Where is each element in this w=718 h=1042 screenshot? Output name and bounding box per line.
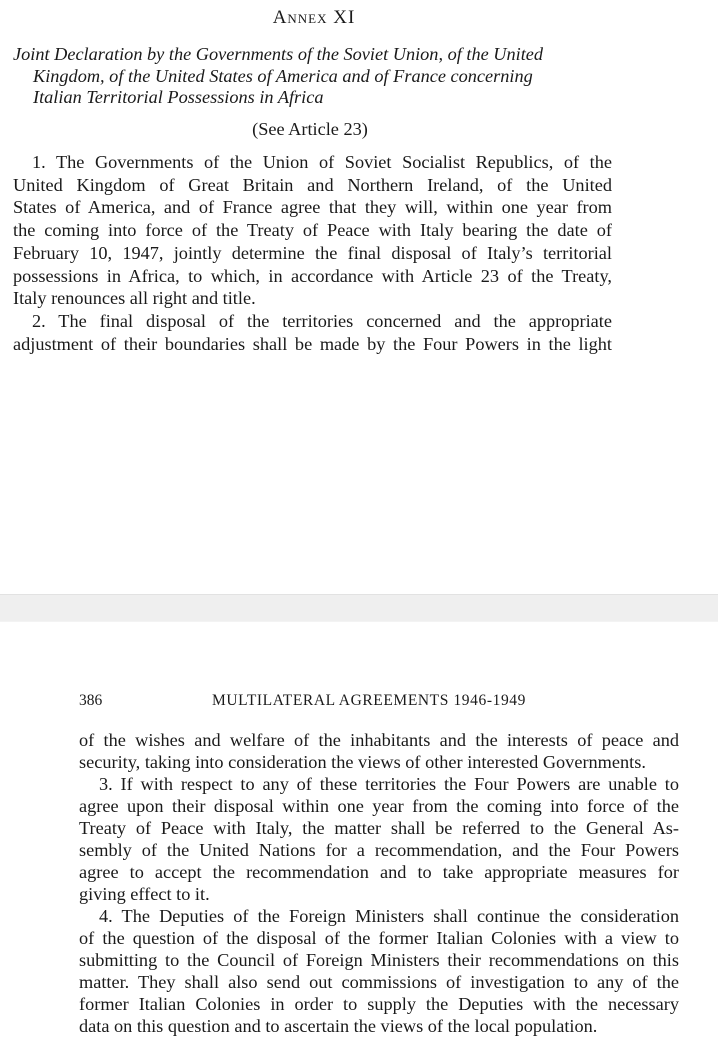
paragraph-1-line: 1. The Governments of the Union of Soviet Socialist Republics, of the [32, 152, 612, 172]
paragraph-3-line: agree upon their disposal within one year from the coming into force of the [79, 796, 679, 816]
paragraph-1-line: Italy renounces all right and title. [13, 288, 256, 309]
paragraph-4-line: submitting to the Council of Foreign Ministers their recommendations on this [79, 950, 679, 970]
paragraph-4-line: data on this question and to ascertain the views of the local population. [79, 1016, 598, 1036]
see-article-note: (See Article 23) [252, 119, 368, 139]
paragraph-2-line: security, taking into consideration the views of other interested Governments. [79, 752, 646, 772]
declaration-title [13, 44, 623, 109]
paragraph-4-line: matter. They shall also send out commissions of investigation to any of the [79, 972, 679, 992]
paragraph-1-line: February 10, 1947, jointly determine the final disposal of Italy’s territorial [13, 242, 612, 263]
page-lower [0, 622, 718, 1042]
page-number: 386 [79, 692, 103, 709]
paragraph-3-line: 3. If with respect to any of these territories the Four Powers are unable to [99, 774, 679, 794]
paragraph-3-line: agree to accept the recommendation and to take appropriate measures for [79, 862, 679, 882]
paragraph-1-line: possessions in Africa, to which, in accordance with Article 23 of the Treaty, [13, 265, 612, 286]
paragraph-4-line: former Italian Colonies in order to supply the Deputies with the necessary [79, 994, 679, 1014]
paragraph-2-line: adjustment of their boundaries shall be made by the Four Powers in the light [13, 333, 612, 354]
body-text-upper [13, 151, 612, 355]
paragraph-2-line: 2. The final disposal of the territories concerned and the appropriate [32, 310, 612, 331]
paragraph-2-line: of the wishes and welfare of the inhabitants and the interests of peace and [79, 730, 679, 750]
paragraph-3-line: Treaty of Peace with Italy, the matter shall be referred to the General As- [79, 818, 679, 838]
declaration-title-line: Joint Declaration by the Governments of the Soviet Union, of the United [13, 44, 544, 64]
declaration-title-line: Italian Territorial Possessions in Africa [33, 87, 324, 107]
paragraph-3-line: sembly of the United Nations for a recommendation, and the Four Powers [79, 840, 679, 860]
paragraph-4-line: 4. The Deputies of the Foreign Ministers shall continue the consideration [99, 906, 679, 926]
body-text-lower [79, 729, 679, 1037]
paragraph-1-line: United Kingdom of Great Britain and Northern Ireland, of the United [13, 174, 612, 195]
annex-heading: Annex XI [272, 7, 356, 28]
running-title: MULTILATERAL AGREEMENTS 1946-1949 [212, 692, 527, 709]
paragraph-4-line: of the question of the disposal of the former Italian Colonies with a view to [79, 928, 679, 948]
page-separator [0, 594, 718, 622]
paragraph-1-line: the coming into force of the Treaty of Peace with Italy bearing the date of [13, 220, 612, 241]
paragraph-3-line: giving effect to it. [79, 884, 210, 904]
paragraph-1-line: States of America, and of France agree that they will, within one year from [13, 197, 612, 218]
declaration-title-line: Kingdom, of the United States of America and of France concerning [33, 65, 533, 86]
